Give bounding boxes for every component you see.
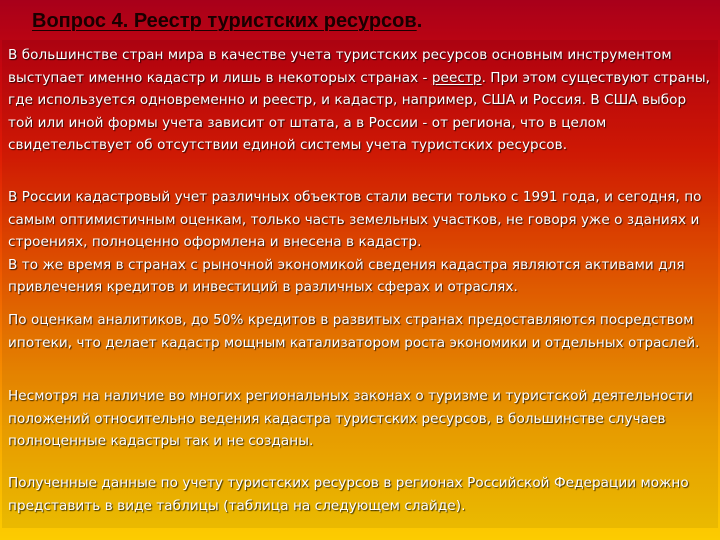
paragraph-russia-cadastre <box>8 186 714 299</box>
paragraph-2-part-a: В России кадастровый учет различных объектов стали вести только с 1991 года, и сегодня, по самым оптимистичным оценкам, только часть земельных участков, не говоря уже о зданиях и строениях, полноценно оформлена и внесена в кадастр. <box>8 189 702 250</box>
term-registry: реестр <box>431 69 482 86</box>
paragraph-analyst-estimates: По оценкам аналитиков, до 50% кредитов в развитых странах предоставляются посредством ипотеки, что делает кадастр мощным катализатором роста экономики и отдельных отраслей. <box>8 312 700 351</box>
paragraph-table-reference: Полученные данные по учету туристских ресурсов в регионах Российской Федерации можно представить в виде таблицы (таблица на следующем слайде). <box>8 475 689 514</box>
paragraph-1-part-a: В большинстве стран мира в качестве учета туристских ресурсов основным инструментом выступает именно кадастр и лишь в некоторых странах - <box>8 47 672 86</box>
slide-title-suffix: . <box>416 10 423 32</box>
paragraph-regional-laws: Несмотря на наличие во многих региональных законах о туризме и туристской деятельности положений относительно ведения кадастра туристских ресурсов, в большинстве случаев полноценные кадастры так и не созданы. <box>8 388 693 449</box>
slide-title-text: Вопрос 4. Реестр туристских ресурсов <box>32 10 417 32</box>
paragraph-registry-vs-cadastre <box>8 44 714 157</box>
paragraph-1-part-c: . При этом существуют страны, где используется одновременно и реестр, и кадастр, например, США и Россия. В США выбор той или иной формы учета зависит от штата, а в России - от региона, что в целом свидетельствует об отсутствии единой системы учета туристских ресурсов. <box>8 69 711 153</box>
paragraph-2-part-b: В то же время в странах с рыночной экономикой сведения кадастра являются активами для привлечения кредитов и инвестиций в различных сферах и отраслях. <box>8 256 685 295</box>
slide-title <box>32 8 422 34</box>
